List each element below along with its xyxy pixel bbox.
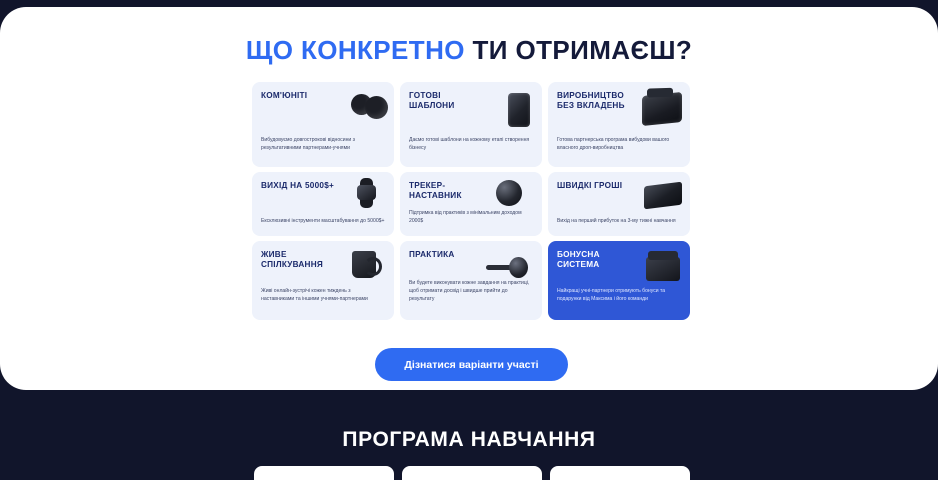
earbuds-product-image (348, 92, 386, 120)
benefit-card-description: Даємо готові шаблони на кожному етапі створення бізнесу (409, 137, 530, 152)
benefit-card-templates[interactable] (400, 82, 542, 167)
benefits-panel (0, 7, 938, 390)
program-card[interactable] (402, 466, 542, 480)
benefit-card-mentor[interactable] (400, 172, 542, 236)
benefit-card-title: ВИХІД НА 5000$+ (261, 181, 335, 190)
benefit-card-income[interactable] (252, 172, 394, 236)
watch-product-image (354, 178, 380, 208)
learn-participation-options-button[interactable]: Дізнатися варіанти участі (375, 348, 568, 381)
mug-product-image (352, 251, 382, 278)
page-title-part-2: ТИ ОТРИМАЄШ? (472, 35, 693, 65)
ball-product-image (496, 180, 522, 206)
benefit-card-title: ЖИВЕ СПІЛКУВАННЯ (261, 250, 323, 270)
benefit-card-description: Живі онлайн-зустрічі кожен тиждень з наставниками та іншими учнями-партнерами (261, 288, 368, 303)
benefit-card-title: ПРАКТИКА (409, 250, 455, 259)
program-cards-row (254, 466, 690, 480)
benefit-card-title: ШВИДКІ ГРОШІ (557, 181, 623, 190)
benefit-card-bonus-system[interactable] (548, 241, 690, 320)
benefit-card-production[interactable] (548, 82, 690, 167)
benefit-card-practice[interactable] (400, 241, 542, 320)
benefit-card-title: ВИРОБНИЦТВО БЕЗ ВКЛАДЕНЬ (557, 91, 625, 111)
benefit-card-live-communication[interactable] (252, 241, 394, 320)
benefit-card-community[interactable] (252, 82, 394, 167)
benefit-card-description: Вихід на перший прибуток на 3-му тижні навчання (557, 218, 676, 225)
program-section-title: ПРОГРАМА НАВЧАННЯ (342, 428, 596, 451)
page-title (0, 35, 938, 66)
giftbox-product-image (646, 249, 680, 281)
benefit-card-title: ТРЕКЕР-НАСТАВНИК (409, 181, 462, 201)
page-title-part-1: ЩО КОНКРЕТНО (245, 35, 473, 65)
benefit-card-description: Ви будете виконувати кожне завдання на практиці, щоб отримати досвід і швидше прийти до результату (409, 280, 530, 303)
benefit-card-description: Ексклюзивні інструменти масштабування до 5000$+ (261, 218, 385, 225)
program-card[interactable] (254, 466, 394, 480)
benefit-card-title: КОМ'ЮНІТІ (261, 91, 308, 100)
benefits-grid (252, 82, 690, 320)
speaker-product-image (644, 182, 682, 210)
benefit-card-description: Готова партнерська програма вибудови вашого власного дроп-виробництва (557, 137, 670, 152)
dumbbell-product-image (486, 257, 532, 279)
benefit-card-title: БОНУСНА СИСТЕМА (557, 250, 600, 270)
benefit-card-fast-money[interactable] (548, 172, 690, 236)
benefit-card-title: ГОТОВІ ШАБЛОНИ (409, 91, 455, 111)
printer-product-image (642, 92, 682, 126)
benefit-card-description: Найкращі учні-партнери отримують бонуси та подарунки від Максима і його команди (557, 288, 666, 303)
benefit-card-description: Підтримка від практиків з мінімальним доходом 2000$ (409, 210, 522, 225)
program-card[interactable] (550, 466, 690, 480)
phone-product-image (508, 93, 530, 127)
benefit-card-description: Вибудовуємо довгострокові відносини з результативними партнерами-учнями (261, 137, 355, 152)
